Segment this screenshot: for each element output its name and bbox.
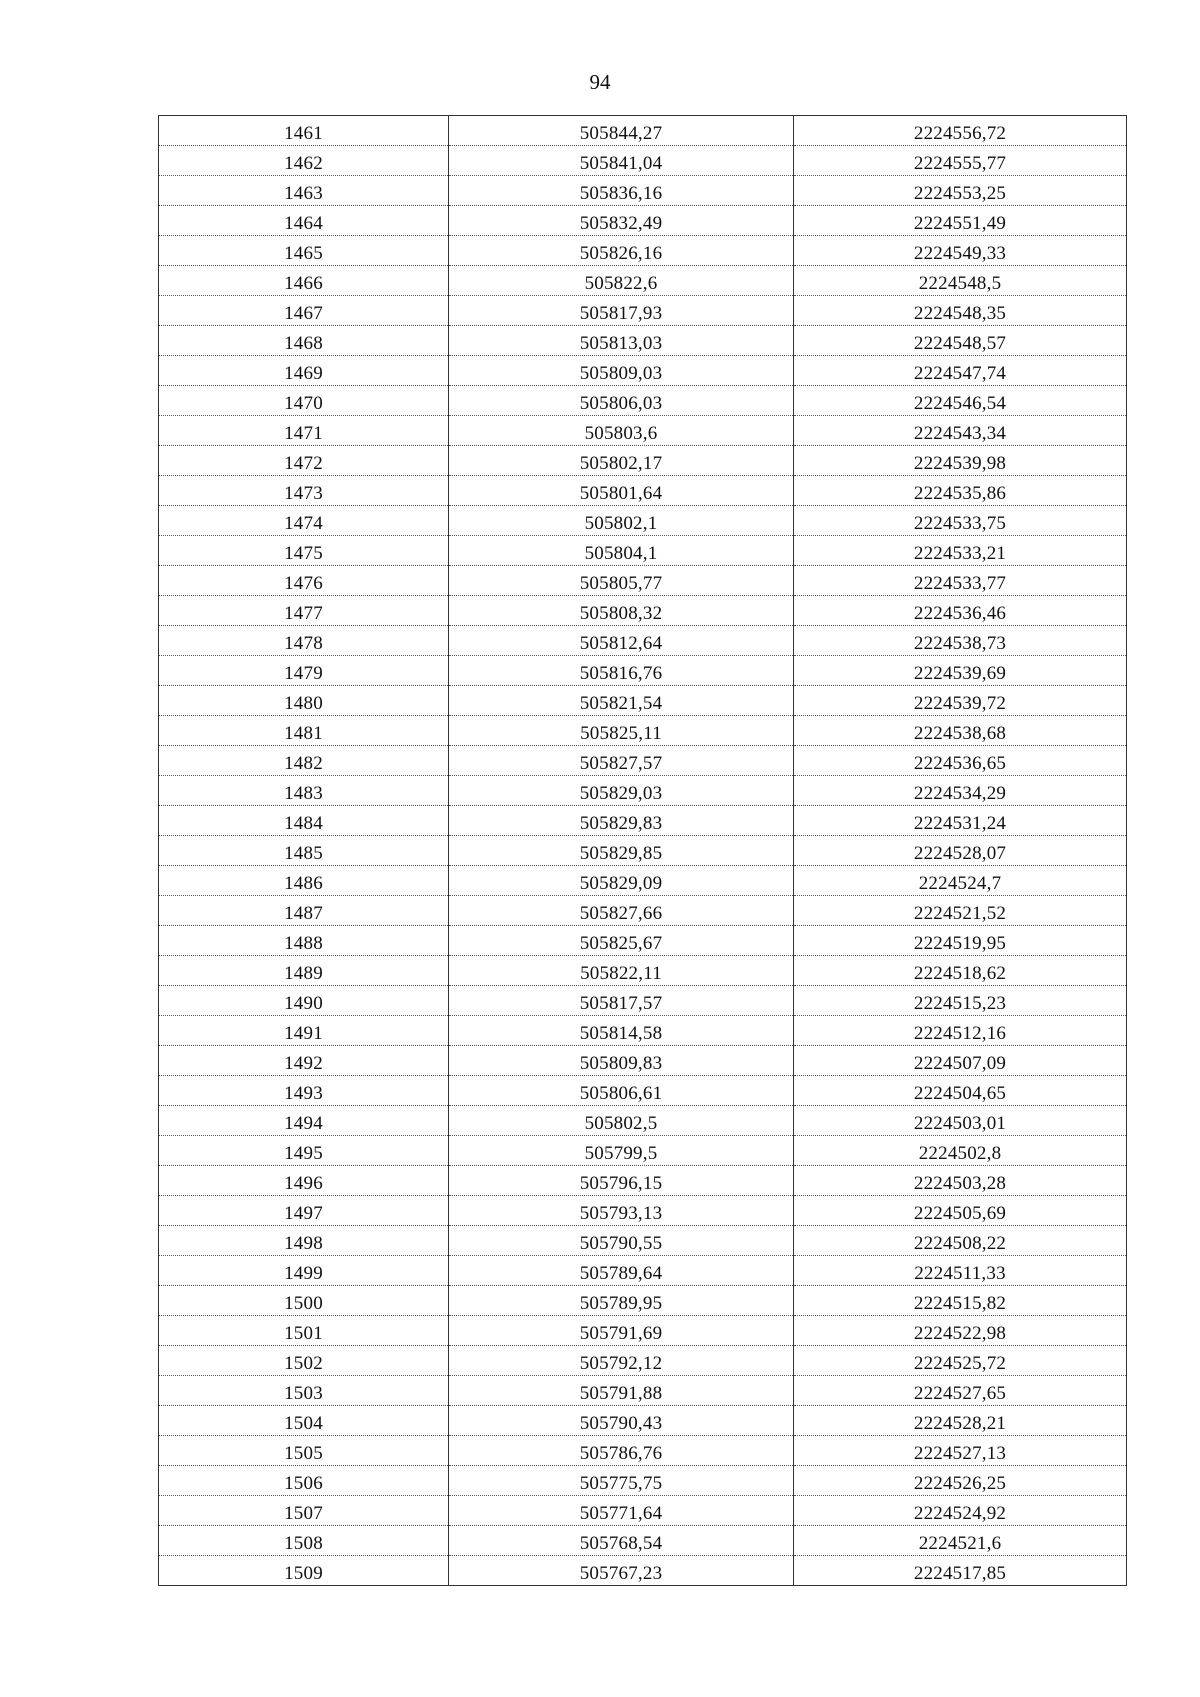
y-coordinate-cell: 2224553,25: [794, 176, 1127, 206]
x-coordinate-cell: 505809,83: [449, 1046, 794, 1076]
y-coordinate-cell: 2224515,82: [794, 1286, 1127, 1316]
point-number-cell: 1493: [159, 1076, 449, 1106]
point-number-cell: 1487: [159, 896, 449, 926]
x-coordinate-cell: 505790,43: [449, 1406, 794, 1436]
point-number-cell: 1509: [159, 1556, 449, 1586]
x-coordinate-cell: 505821,54: [449, 686, 794, 716]
y-coordinate-cell: 2224535,86: [794, 476, 1127, 506]
point-number-cell: 1501: [159, 1316, 449, 1346]
point-number-cell: 1497: [159, 1196, 449, 1226]
y-coordinate-cell: 2224515,23: [794, 986, 1127, 1016]
point-number-cell: 1488: [159, 926, 449, 956]
table-row: [159, 1526, 1127, 1556]
point-number-cell: 1468: [159, 326, 449, 356]
x-coordinate-cell: 505767,23: [449, 1556, 794, 1586]
point-number-cell: 1482: [159, 746, 449, 776]
coordinates-table: [158, 115, 1127, 1586]
y-coordinate-cell: 2224548,35: [794, 296, 1127, 326]
y-coordinate-cell: 2224522,98: [794, 1316, 1127, 1346]
point-number-cell: 1478: [159, 626, 449, 656]
point-number-cell: 1467: [159, 296, 449, 326]
y-coordinate-cell: 2224511,33: [794, 1256, 1127, 1286]
point-number-cell: 1464: [159, 206, 449, 236]
x-coordinate-cell: 505841,04: [449, 146, 794, 176]
table-row: [159, 956, 1127, 986]
y-coordinate-cell: 2224548,5: [794, 266, 1127, 296]
table-row: [159, 596, 1127, 626]
table-row: [159, 716, 1127, 746]
table-row: [159, 566, 1127, 596]
x-coordinate-cell: 505802,1: [449, 506, 794, 536]
point-number-cell: 1481: [159, 716, 449, 746]
y-coordinate-cell: 2224539,69: [794, 656, 1127, 686]
y-coordinate-cell: 2224528,21: [794, 1406, 1127, 1436]
x-coordinate-cell: 505806,03: [449, 386, 794, 416]
table-row: [159, 116, 1127, 146]
table-row: [159, 1256, 1127, 1286]
x-coordinate-cell: 505825,67: [449, 926, 794, 956]
x-coordinate-cell: 505836,16: [449, 176, 794, 206]
x-coordinate-cell: 505816,76: [449, 656, 794, 686]
x-coordinate-cell: 505814,58: [449, 1016, 794, 1046]
y-coordinate-cell: 2224533,75: [794, 506, 1127, 536]
table-row: [159, 1466, 1127, 1496]
table-row: [159, 986, 1127, 1016]
x-coordinate-cell: 505829,03: [449, 776, 794, 806]
x-coordinate-cell: 505827,57: [449, 746, 794, 776]
table-row: [159, 1556, 1127, 1586]
x-coordinate-cell: 505813,03: [449, 326, 794, 356]
y-coordinate-cell: 2224533,21: [794, 536, 1127, 566]
table-row: [159, 146, 1127, 176]
point-number-cell: 1484: [159, 806, 449, 836]
table-row: [159, 506, 1127, 536]
y-coordinate-cell: 2224505,69: [794, 1196, 1127, 1226]
point-number-cell: 1507: [159, 1496, 449, 1526]
y-coordinate-cell: 2224536,46: [794, 596, 1127, 626]
y-coordinate-cell: 2224538,68: [794, 716, 1127, 746]
x-coordinate-cell: 505803,6: [449, 416, 794, 446]
table-row: [159, 1016, 1127, 1046]
table-row: [159, 626, 1127, 656]
x-coordinate-cell: 505786,76: [449, 1436, 794, 1466]
x-coordinate-cell: 505775,75: [449, 1466, 794, 1496]
point-number-cell: 1475: [159, 536, 449, 566]
table-row: [159, 1346, 1127, 1376]
point-number-cell: 1469: [159, 356, 449, 386]
point-number-cell: 1503: [159, 1376, 449, 1406]
table-row: [159, 806, 1127, 836]
table-row: [159, 536, 1127, 566]
table-row: [159, 206, 1127, 236]
x-coordinate-cell: 505817,93: [449, 296, 794, 326]
y-coordinate-cell: 2224548,57: [794, 326, 1127, 356]
point-number-cell: 1496: [159, 1166, 449, 1196]
x-coordinate-cell: 505768,54: [449, 1526, 794, 1556]
x-coordinate-cell: 505822,11: [449, 956, 794, 986]
point-number-cell: 1504: [159, 1406, 449, 1436]
table-row: [159, 776, 1127, 806]
x-coordinate-cell: 505806,61: [449, 1076, 794, 1106]
point-number-cell: 1489: [159, 956, 449, 986]
table-row: [159, 1166, 1127, 1196]
point-number-cell: 1505: [159, 1436, 449, 1466]
y-coordinate-cell: 2224502,8: [794, 1136, 1127, 1166]
x-coordinate-cell: 505822,6: [449, 266, 794, 296]
y-coordinate-cell: 2224556,72: [794, 116, 1127, 146]
point-number-cell: 1491: [159, 1016, 449, 1046]
table-row: [159, 686, 1127, 716]
point-number-cell: 1480: [159, 686, 449, 716]
x-coordinate-cell: 505791,88: [449, 1376, 794, 1406]
x-coordinate-cell: 505826,16: [449, 236, 794, 266]
table-row: [159, 476, 1127, 506]
table-row: [159, 356, 1127, 386]
x-coordinate-cell: 505832,49: [449, 206, 794, 236]
y-coordinate-cell: 2224539,72: [794, 686, 1127, 716]
y-coordinate-cell: 2224533,77: [794, 566, 1127, 596]
x-coordinate-cell: 505792,12: [449, 1346, 794, 1376]
point-number-cell: 1470: [159, 386, 449, 416]
table-row: [159, 296, 1127, 326]
table-row: [159, 746, 1127, 776]
point-number-cell: 1498: [159, 1226, 449, 1256]
y-coordinate-cell: 2224527,13: [794, 1436, 1127, 1466]
x-coordinate-cell: 505771,64: [449, 1496, 794, 1526]
table-row: [159, 236, 1127, 266]
point-number-cell: 1483: [159, 776, 449, 806]
point-number-cell: 1492: [159, 1046, 449, 1076]
y-coordinate-cell: 2224551,49: [794, 206, 1127, 236]
x-coordinate-cell: 505817,57: [449, 986, 794, 1016]
x-coordinate-cell: 505829,83: [449, 806, 794, 836]
point-number-cell: 1486: [159, 866, 449, 896]
y-coordinate-cell: 2224528,07: [794, 836, 1127, 866]
x-coordinate-cell: 505789,95: [449, 1286, 794, 1316]
point-number-cell: 1477: [159, 596, 449, 626]
table-row: [159, 1406, 1127, 1436]
table-row: [159, 326, 1127, 356]
table-row: [159, 386, 1127, 416]
table-row: [159, 1106, 1127, 1136]
table-row: [159, 266, 1127, 296]
table-row: [159, 416, 1127, 446]
point-number-cell: 1479: [159, 656, 449, 686]
y-coordinate-cell: 2224539,98: [794, 446, 1127, 476]
x-coordinate-cell: 505809,03: [449, 356, 794, 386]
x-coordinate-cell: 505802,5: [449, 1106, 794, 1136]
x-coordinate-cell: 505801,64: [449, 476, 794, 506]
point-number-cell: 1494: [159, 1106, 449, 1136]
x-coordinate-cell: 505791,69: [449, 1316, 794, 1346]
point-number-cell: 1474: [159, 506, 449, 536]
x-coordinate-cell: 505825,11: [449, 716, 794, 746]
x-coordinate-cell: 505829,85: [449, 836, 794, 866]
y-coordinate-cell: 2224538,73: [794, 626, 1127, 656]
x-coordinate-cell: 505790,55: [449, 1226, 794, 1256]
table-row: [159, 896, 1127, 926]
table-row: [159, 1196, 1127, 1226]
coordinates-table-body: [159, 116, 1127, 1586]
point-number-cell: 1472: [159, 446, 449, 476]
y-coordinate-cell: 2224534,29: [794, 776, 1127, 806]
point-number-cell: 1508: [159, 1526, 449, 1556]
y-coordinate-cell: 2224546,54: [794, 386, 1127, 416]
x-coordinate-cell: 505796,15: [449, 1166, 794, 1196]
y-coordinate-cell: 2224519,95: [794, 926, 1127, 956]
y-coordinate-cell: 2224507,09: [794, 1046, 1127, 1076]
y-coordinate-cell: 2224536,65: [794, 746, 1127, 776]
table-row: [159, 866, 1127, 896]
y-coordinate-cell: 2224549,33: [794, 236, 1127, 266]
point-number-cell: 1473: [159, 476, 449, 506]
table-row: [159, 926, 1127, 956]
table-row: [159, 1136, 1127, 1166]
y-coordinate-cell: 2224504,65: [794, 1076, 1127, 1106]
y-coordinate-cell: 2224518,62: [794, 956, 1127, 986]
page-number: 94: [589, 70, 611, 94]
y-coordinate-cell: 2224547,74: [794, 356, 1127, 386]
y-coordinate-cell: 2224526,25: [794, 1466, 1127, 1496]
y-coordinate-cell: 2224503,01: [794, 1106, 1127, 1136]
table-row: [159, 1376, 1127, 1406]
table-row: [159, 1226, 1127, 1256]
x-coordinate-cell: 505827,66: [449, 896, 794, 926]
point-number-cell: 1499: [159, 1256, 449, 1286]
y-coordinate-cell: 2224524,92: [794, 1496, 1127, 1526]
y-coordinate-cell: 2224512,16: [794, 1016, 1127, 1046]
point-number-cell: 1461: [159, 116, 449, 146]
x-coordinate-cell: 505802,17: [449, 446, 794, 476]
table-row: [159, 1436, 1127, 1466]
x-coordinate-cell: 505793,13: [449, 1196, 794, 1226]
point-number-cell: 1466: [159, 266, 449, 296]
table-row: [159, 446, 1127, 476]
point-number-cell: 1485: [159, 836, 449, 866]
y-coordinate-cell: 2224503,28: [794, 1166, 1127, 1196]
table-row: [159, 836, 1127, 866]
point-number-cell: 1476: [159, 566, 449, 596]
point-number-cell: 1462: [159, 146, 449, 176]
table-row: [159, 656, 1127, 686]
point-number-cell: 1490: [159, 986, 449, 1016]
x-coordinate-cell: 505829,09: [449, 866, 794, 896]
y-coordinate-cell: 2224521,6: [794, 1526, 1127, 1556]
y-coordinate-cell: 2224543,34: [794, 416, 1127, 446]
point-number-cell: 1495: [159, 1136, 449, 1166]
point-number-cell: 1471: [159, 416, 449, 446]
x-coordinate-cell: 505844,27: [449, 116, 794, 146]
y-coordinate-cell: 2224508,22: [794, 1226, 1127, 1256]
point-number-cell: 1465: [159, 236, 449, 266]
table-row: [159, 1316, 1127, 1346]
y-coordinate-cell: 2224521,52: [794, 896, 1127, 926]
point-number-cell: 1506: [159, 1466, 449, 1496]
point-number-cell: 1502: [159, 1346, 449, 1376]
y-coordinate-cell: 2224527,65: [794, 1376, 1127, 1406]
x-coordinate-cell: 505799,5: [449, 1136, 794, 1166]
y-coordinate-cell: 2224531,24: [794, 806, 1127, 836]
y-coordinate-cell: 2224525,72: [794, 1346, 1127, 1376]
table-row: [159, 1286, 1127, 1316]
x-coordinate-cell: 505808,32: [449, 596, 794, 626]
x-coordinate-cell: 505812,64: [449, 626, 794, 656]
point-number-cell: 1463: [159, 176, 449, 206]
y-coordinate-cell: 2224517,85: [794, 1556, 1127, 1586]
x-coordinate-cell: 505789,64: [449, 1256, 794, 1286]
y-coordinate-cell: 2224524,7: [794, 866, 1127, 896]
table-row: [159, 1046, 1127, 1076]
table-row: [159, 176, 1127, 206]
x-coordinate-cell: 505804,1: [449, 536, 794, 566]
y-coordinate-cell: 2224555,77: [794, 146, 1127, 176]
x-coordinate-cell: 505805,77: [449, 566, 794, 596]
point-number-cell: 1500: [159, 1286, 449, 1316]
table-row: [159, 1076, 1127, 1106]
table-row: [159, 1496, 1127, 1526]
